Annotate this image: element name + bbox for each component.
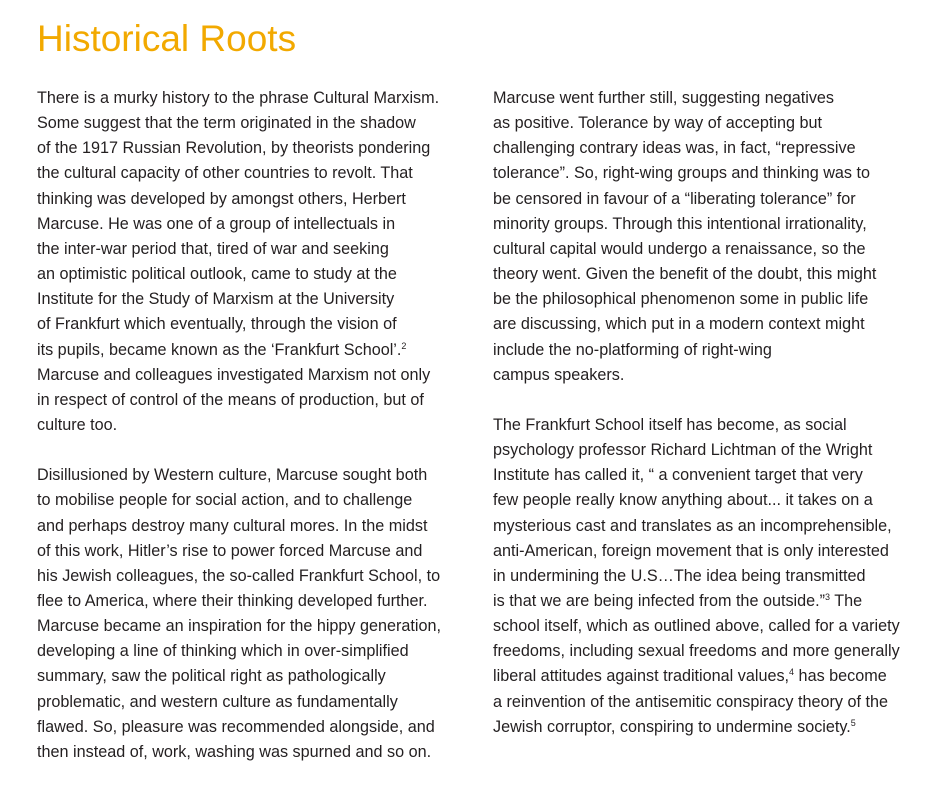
text-line: mysterious cast and translates as an incomprehensible, [493,516,892,535]
text-line: Institute has called it, “ a convenient target that very [493,466,863,485]
text-segment: liberal attitudes against traditional values, [493,667,790,686]
text-line: anti-American, foreign movement that is only interested [493,541,889,560]
text-line: in respect of control of the means of production, but of [37,390,424,409]
text-segment: has become [794,667,887,686]
text-line: to mobilise people for social action, and to challenge [37,491,413,510]
text-line [493,589,923,614]
text-line: of this work, Hitler’s rise to power forced Marcuse and [37,541,423,560]
paragraph-gap [493,388,923,413]
text-line: thinking was developed by amongst others, Herbert [37,189,406,208]
text-line: Marcuse became an inspiration for the hippy generation, [37,617,442,636]
text-line: the inter-war period that, tired of war and seeking [37,239,389,258]
text-line: The Frankfurt School itself has become, as social [493,415,847,434]
text-segment: is that we are being infected from the outside.” [493,591,826,610]
text-line: in undermining the U.S…The idea being transmitted [493,566,866,585]
text-segment: its pupils, became known as the ‘Frankfurt School’. [37,340,402,359]
text-segment: Jewish corruptor, conspiring to undermine society. [493,717,851,736]
text-line: cultural capital would undergo a renaissance, so the [493,239,866,258]
text-line: summary, saw the political right as pathologically [37,667,386,686]
text-line: minority groups. Through this intentional irrationality, [493,214,867,233]
text-line: school itself, which as outlined above, called for a variety [493,617,900,636]
text-line: tolerance”. So, right-wing groups and thinking was to [493,164,871,183]
paragraph-origins [37,86,469,438]
text-line: of the 1917 Russian Revolution, by theorists pondering [37,139,431,158]
paragraph-marcuse-further [493,86,923,388]
text-line: flawed. So, pleasure was recommended alongside, and [37,717,435,736]
text-line: problematic, and western culture as fundamentally [37,692,398,711]
text-line: then instead of, work, washing was spurned and so on. [37,742,432,761]
text-line: be censored in favour of a “liberating tolerance” for [493,189,856,208]
paragraph-frankfurt-school [493,413,923,740]
text-line: Marcuse. He was one of a group of intellectuals in [37,214,396,233]
text-line: Marcuse and colleagues investigated Marxism not only [37,365,431,384]
text-line: campus speakers. [493,365,625,384]
text-line: freedoms, including sexual freedoms and more generally [493,642,900,661]
text-line: developing a line of thinking which in over-simplified [37,642,409,661]
text-line: of Frankfurt which eventually, through the vision of [37,315,397,334]
text-line: include the no-platforming of right-wing [493,340,772,359]
footnote-marker: 2 [401,340,407,351]
text-segment: The [830,591,863,610]
text-line: psychology professor Richard Lichtman of the Wright [493,441,873,460]
text-line [37,338,469,363]
text-line: Some suggest that the term originated in the shadow [37,114,416,133]
text-line: Disillusioned by Western culture, Marcuse sought both [37,466,428,485]
right-column [493,86,923,740]
footnote-marker: 5 [850,717,856,728]
left-column [37,86,469,765]
paragraph-disillusioned [37,463,469,765]
text-line: Marcuse went further still, suggesting negatives [493,89,835,107]
text-line: an optimistic political outlook, came to study at the [37,265,397,284]
text-line: few people really know anything about... it takes on a [493,491,873,510]
text-line: There is a murky history to the phrase Cultural Marxism. [37,89,440,107]
text-line: be the philosophical phenomenon some in public life [493,290,869,309]
text-line: theory went. Given the benefit of the doubt, this might [493,265,877,284]
text-line: challenging contrary ideas was, in fact, “repressive [493,139,856,158]
text-line: are discussing, which put in a modern context might [493,315,865,334]
page-title: Historical Roots [37,18,297,59]
footnote-marker: 4 [789,667,795,678]
text-line: Institute for the Study of Marxism at the University [37,290,395,309]
text-line: his Jewish colleagues, the so-called Frankfurt School, to [37,566,441,585]
text-line [493,715,923,740]
text-line [493,664,923,689]
paragraph-gap [37,438,469,463]
text-line: flee to America, where their thinking developed further. [37,591,428,610]
text-line: as positive. Tolerance by way of accepting but [493,114,823,133]
text-line: and perhaps destroy many cultural mores. In the midst [37,516,428,535]
footnote-marker: 3 [825,591,831,602]
text-line: a reinvention of the antisemitic conspiracy theory of the [493,692,889,711]
text-line: culture too. [37,416,118,435]
text-line: the cultural capacity of other countries to revolt. That [37,164,413,183]
